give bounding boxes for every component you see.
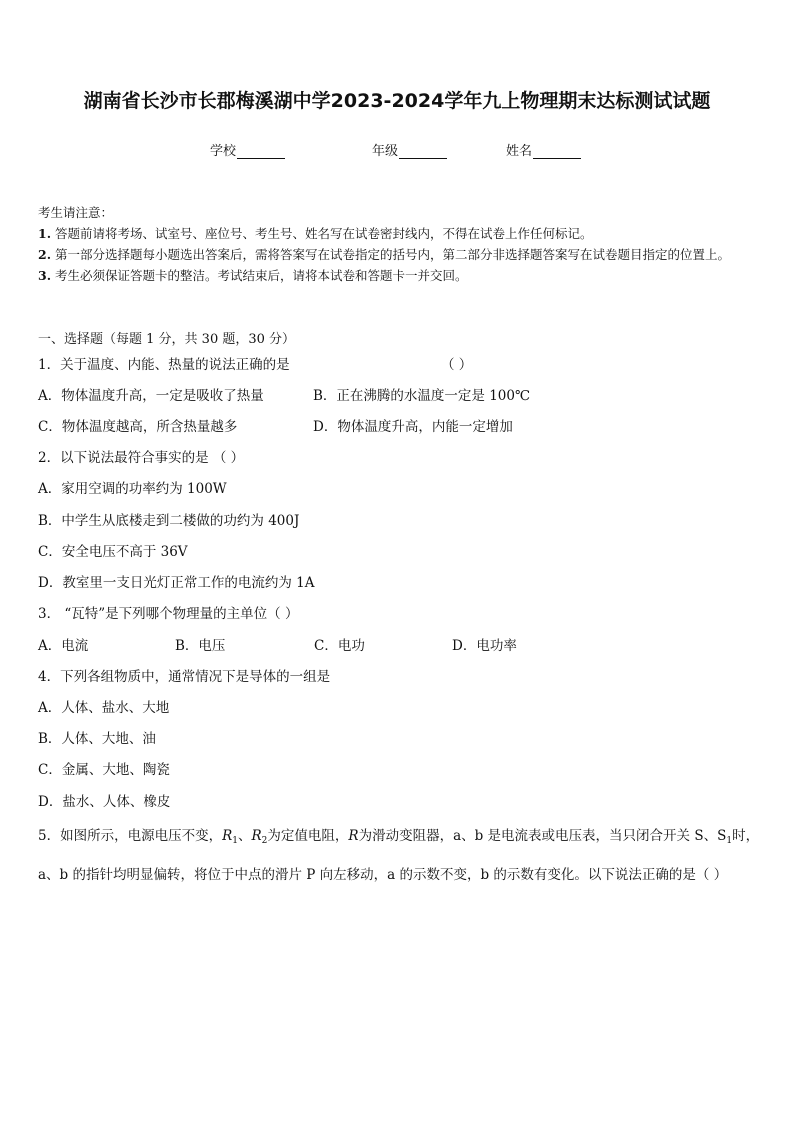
question-5-part-4: 时，a、b 的指针均明显偏转，将位于中点的滑片 P 向左移动，a 的示数不变，b 的示数有变化。以下说法正确的是（ ） xyxy=(38,828,760,883)
notice-item-number: 1. xyxy=(38,226,52,241)
grade-blank xyxy=(399,145,447,159)
question-2-option-d: D．教室里一支日光灯正常工作的电流约为 1A xyxy=(38,575,315,591)
question-3-option-b: B．电压 xyxy=(175,638,226,654)
school-blank xyxy=(237,145,285,159)
question-4-option-c: C．金属、大地、陶瓷 xyxy=(38,762,170,778)
question-1-option-d: D．物体温度升高，内能一定增加 xyxy=(313,419,513,435)
question-5-stem xyxy=(38,819,763,892)
section-title: 一、选择题（每题 1 分，共 30 题，30 分） xyxy=(38,332,296,347)
notice-item-text: 考生必须保证答题卡的整洁。考试结束后，请将本试卷和答题卡一并交回。 xyxy=(51,268,468,283)
question-5-part-3: 为滑动变阻器，a、b 是电流表或电压表，当只闭合开关 S、S xyxy=(358,828,727,844)
exam-notice xyxy=(38,202,763,286)
notice-item-2 xyxy=(38,244,763,265)
name-field xyxy=(506,140,581,159)
grade-field xyxy=(372,140,447,159)
notice-item-text: 第一部分选择题每小题选出答案后，需将答案写在试卷指定的括号内，第二部分非选择题答案写在试卷题目指定的位置上。 xyxy=(51,247,731,262)
page-title: 湖南省长沙市长郡梅溪湖中学2023-2024学年九上物理期末达标测试试题 xyxy=(83,90,711,112)
question-1-option-a: A．物体温度升高，一定是吸收了热量 xyxy=(38,388,264,404)
question-4-option-d: D．盐水、人体、橡皮 xyxy=(38,794,171,810)
name-label: 姓名 xyxy=(506,144,533,159)
question-4-option-a: A．人体、盐水、大地 xyxy=(38,700,170,716)
question-2-option-b: B．中学生从底楼走到二楼做的功约为 400J xyxy=(38,513,300,529)
notice-item-number: 3. xyxy=(38,268,52,283)
rheostat-r-symbol: R xyxy=(348,828,359,844)
question-4-stem: 4．下列各组物质中，通常情况下是导体的一组是 xyxy=(38,669,331,685)
question-5-part-1: 5．如图所示，电源电压不变， xyxy=(38,828,223,844)
question-3-option-d: D．电功率 xyxy=(452,638,517,654)
school-field xyxy=(210,140,285,159)
school-label: 学校 xyxy=(210,144,237,159)
notice-item-number: 2. xyxy=(38,247,52,262)
separator: 、 xyxy=(238,828,252,844)
notice-item-3 xyxy=(38,265,763,286)
subscript: 1 xyxy=(232,836,238,846)
resistor-r2-symbol: R xyxy=(251,828,262,844)
grade-label: 年级 xyxy=(372,144,399,159)
question-2-option-c: C．安全电压不高于 36V xyxy=(38,544,188,560)
resistor-r1-symbol: R xyxy=(222,828,233,844)
subscript: 2 xyxy=(261,836,268,846)
question-3-option-c: C．电功 xyxy=(314,638,365,654)
answer-paren: （ ） xyxy=(441,357,473,373)
notice-heading: 考生请注意： xyxy=(38,205,114,220)
question-3-option-a: A．电流 xyxy=(38,638,89,654)
notice-item-text: 答题前请将考场、试室号、座位号、考生号、姓名写在试卷密封线内，不得在试卷上作任何标记。 xyxy=(51,226,593,241)
name-blank xyxy=(533,145,581,159)
question-2-option-a: A．家用空调的功率约为 100W xyxy=(38,481,227,497)
question-3-stem: 3． “瓦特”是下列哪个物理量的主单位（ ） xyxy=(38,606,299,622)
question-1-option-b: B．正在沸腾的水温度一定是 100℃ xyxy=(313,388,531,404)
question-2-stem: 2．以下说法最符合事实的是 （ ） xyxy=(38,450,245,466)
notice-item-1 xyxy=(38,223,763,244)
question-1-option-c: C．物体温度越高，所含热量越多 xyxy=(38,419,238,435)
question-1-stem xyxy=(38,353,290,373)
subscript: 1 xyxy=(726,836,733,846)
question-4-option-b: B．人体、大地、油 xyxy=(38,731,156,747)
question-5-part-2: 为定值电阻， xyxy=(267,828,349,844)
question-text: 1．关于温度、内能、热量的说法正确的是 xyxy=(38,357,290,373)
